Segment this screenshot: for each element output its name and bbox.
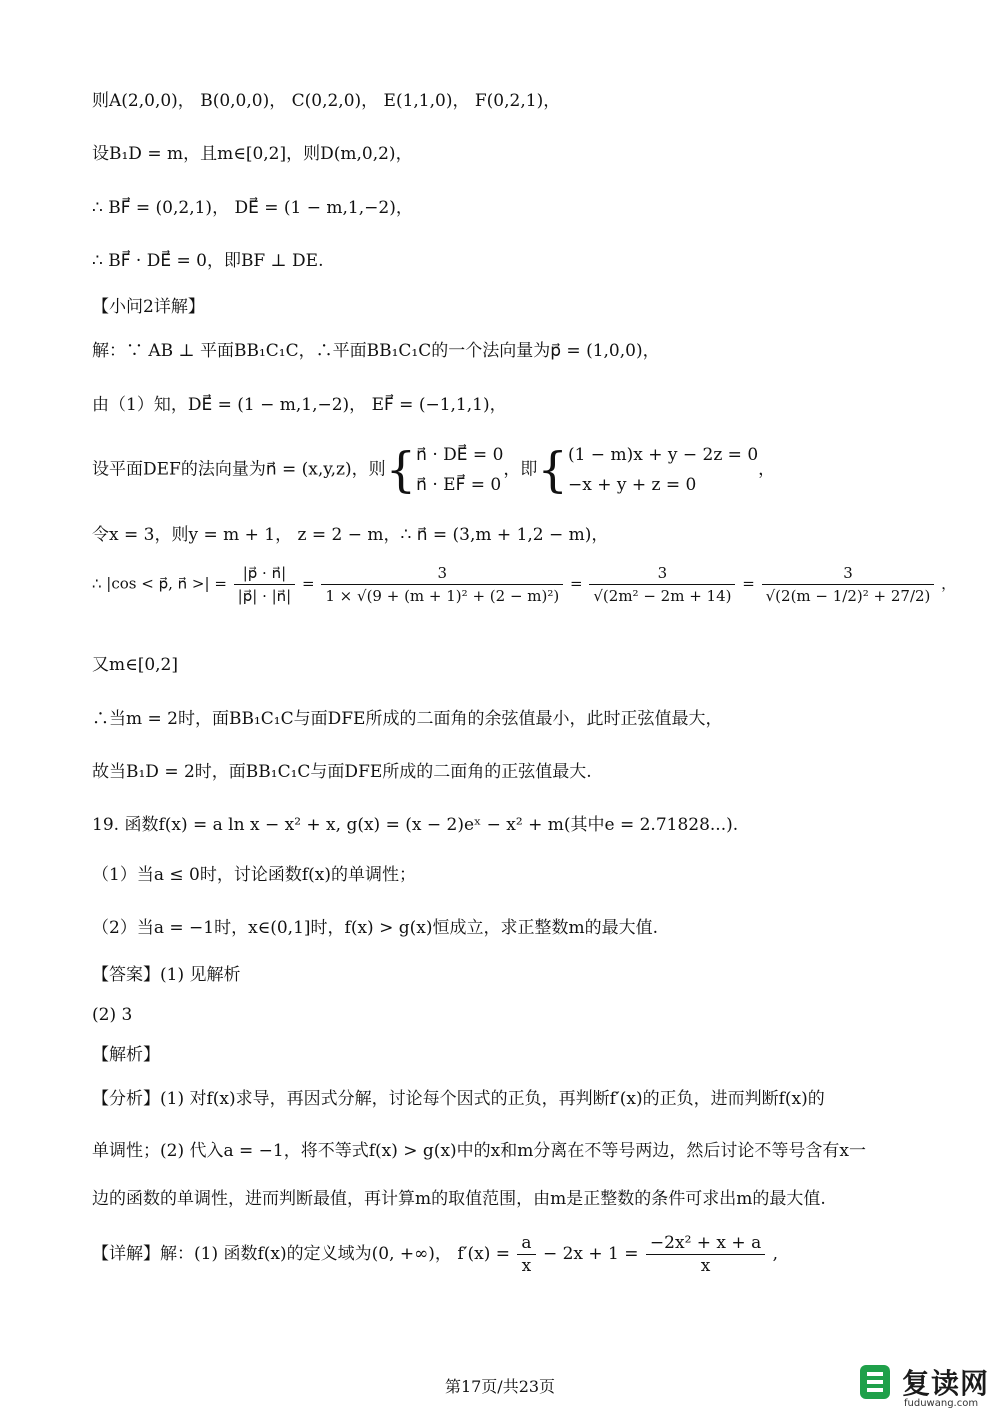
system-block bbox=[568, 440, 758, 500]
equation: (1 − m)x + y − 2z = 0 bbox=[567, 445, 759, 465]
answer-part-2: (2) 3 bbox=[92, 1005, 133, 1025]
fraction bbox=[589, 562, 735, 607]
text-line: 由（1）知，DE⃗ = (1 − m,1,−2)， EF⃗ = (−1,1,1)， bbox=[92, 395, 507, 415]
equals-sign: = bbox=[302, 574, 315, 593]
page-number: 第17页/共23页 bbox=[444, 1377, 556, 1396]
text-line: 解：∵ AB ⊥ 平面BB₁C₁C，∴平面BB₁C₁C的一个法向量为p⃗ = (1,0,0)， bbox=[92, 341, 660, 361]
fprime-label: f′(x) = bbox=[457, 1244, 510, 1264]
analysis-label: 【解析】 bbox=[92, 1045, 160, 1065]
text-line: 则A(2,0,0)， B(0,0,0)， C(0,2,0)， E(1,1,0)， F(0,2,1)， bbox=[92, 91, 561, 111]
system-prefix: 设平面DEF的法向量为n⃗ = (x,y,z)，则 bbox=[92, 459, 386, 480]
system-mid: ，即 bbox=[503, 459, 538, 480]
derivative-suffix: , bbox=[772, 1244, 779, 1264]
fraction bbox=[646, 1232, 765, 1277]
system-block bbox=[416, 440, 503, 500]
left-brace: { bbox=[385, 442, 417, 498]
logo-name: 复读网 bbox=[902, 1367, 990, 1400]
denominator: |p⃗| · |n⃗| bbox=[234, 584, 296, 607]
formula-suffix: ， bbox=[941, 574, 957, 593]
analysis-text: 【分析】(1) 对f(x)求导，再因式分解，讨论每个因式的正负，再判断f′(x)的正负，进而判断f(x)的 bbox=[92, 1089, 825, 1109]
normal-vector-system bbox=[92, 440, 920, 504]
equation: n⃗ · DE⃗ = 0 bbox=[416, 445, 504, 465]
text-line: 又m∈[0,2] bbox=[92, 655, 179, 675]
denominator: 1 × √(9 + (m + 1)² + (2 − m)²) bbox=[321, 584, 563, 607]
problem-part-2: （2）当a = −1时，x∈(0,1]时，f(x) > g(x)恒成立，求正整数m的最大值. bbox=[92, 918, 658, 938]
system-suffix: ， bbox=[758, 459, 776, 480]
fraction bbox=[762, 562, 935, 607]
numerator: 3 bbox=[437, 564, 448, 582]
site-logo bbox=[858, 1360, 998, 1414]
derivative-mid: − 2x + 1 = bbox=[542, 1244, 639, 1264]
fraction bbox=[517, 1232, 535, 1277]
numerator: 3 bbox=[657, 564, 668, 582]
text-line: ∴当m = 2时，面BB₁C₁C与面DFE所成的二面角的余弦值最小，此时正弦值最大， bbox=[92, 709, 723, 729]
numerator: |p⃗ · n⃗| bbox=[242, 564, 287, 582]
section-heading: 【小问2详解】 bbox=[92, 297, 205, 317]
fraction bbox=[234, 562, 296, 607]
denominator: x bbox=[646, 1254, 765, 1277]
equation: n⃗ · EF⃗ = 0 bbox=[416, 475, 502, 495]
numerator: 3 bbox=[843, 564, 853, 582]
derivative-prefix: 【详解】解：(1) 函数f(x)的定义域为(0, +∞)， bbox=[92, 1244, 452, 1264]
denominator: √(2m² − 2m + 14) bbox=[589, 584, 735, 607]
analysis-text: 单调性；(2) 代入a = −1，将不等式f(x) > g(x)中的x和m分离在不等号两边，然后讨论不等号含有x一 bbox=[92, 1141, 866, 1161]
numerator: −2x² + x + a bbox=[649, 1233, 762, 1253]
problem-part-1: （1）当a ≤ 0时，讨论函数f(x)的单调性； bbox=[92, 865, 416, 885]
equation: −x + y + z = 0 bbox=[567, 475, 697, 495]
text-line: 令x = 3，则y = m + 1， z = 2 − m，∴ n⃗ = (3,m + 1,2 − m)， bbox=[92, 525, 609, 545]
logo-icon bbox=[858, 1362, 898, 1402]
cos-formula bbox=[92, 562, 957, 632]
numerator: a bbox=[521, 1233, 532, 1253]
left-brace: { bbox=[537, 442, 568, 498]
text-line: ∴ BF⃗ · DE⃗ = 0，即BF ⊥ DE. bbox=[92, 251, 324, 271]
denominator: x bbox=[517, 1254, 535, 1277]
answer-label: 【答案】(1) 见解析 bbox=[92, 965, 241, 985]
text-line: 故当B₁D = 2时，面BB₁C₁C与面DFE所成的二面角的正弦值最大. bbox=[92, 762, 592, 782]
analysis-text: 边的函数的单调性，进而判断最值，再计算m的取值范围，由m是正整数的条件可求出m的最大值. bbox=[92, 1189, 826, 1209]
logo-url: fuduwang.com bbox=[904, 1398, 979, 1409]
denominator: √(2(m − 1/2)² + 27/2) bbox=[762, 584, 935, 607]
text-line: ∴ BF⃗ = (0,2,1)， DE⃗ = (1 − m,1,−2)， bbox=[92, 198, 413, 218]
equals-sign: = bbox=[742, 574, 755, 593]
text-line: 设B₁D = m，且m∈[0,2]，则D(m,0,2)， bbox=[92, 144, 413, 164]
problem-statement: 19. 函数f(x) = a ln x − x² + x, g(x) = (x − 2)eˣ − x² + m(其中e = 2.71828...). bbox=[92, 815, 739, 835]
cos-lhs: ∴ |cos < p⃗, n⃗ >| = bbox=[92, 574, 227, 593]
fraction bbox=[321, 562, 563, 607]
derivative-line bbox=[92, 1232, 920, 1288]
equals-sign: = bbox=[570, 574, 583, 593]
